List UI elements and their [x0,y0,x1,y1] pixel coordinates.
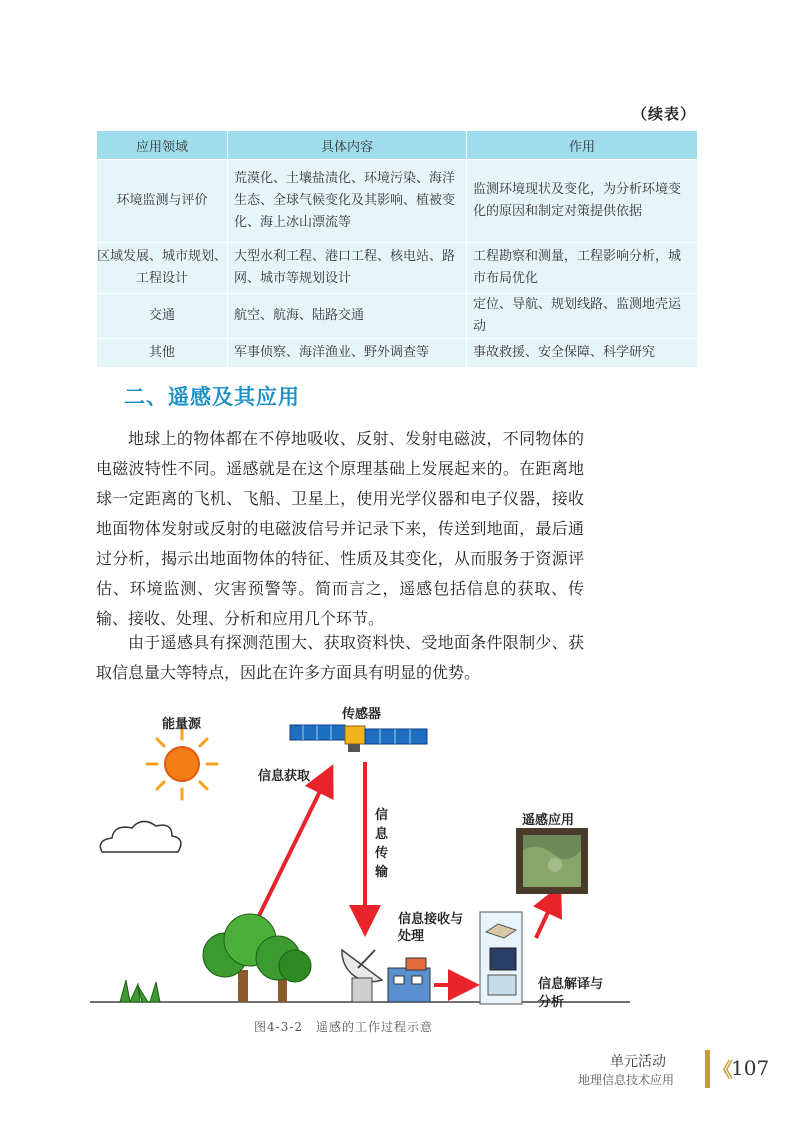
table-row [97,339,698,368]
table-cell: 航空、航海、陆路交通 [228,294,467,339]
satellite-dish-icon [342,950,382,1002]
computer-icon [480,912,522,1004]
energy-source-label: 能量源 [162,717,202,732]
table-header: 应用领域 [97,131,228,160]
sun-icon [147,729,217,799]
to-application-arrow [536,895,556,938]
paragraph: 由于遥感具有探测范围大、获取资料快、受地面条件限制少、获取信息量大等特点，因此在许多方面具有明显的优势。 [96,633,584,682]
table-header-row [97,131,698,160]
cloud-icon [100,821,181,852]
receive-label: 信息接收与处理 [398,912,464,944]
table-cell: 荒漠化、土壤盐渍化、环境污染、海洋生态、全球气候变化及其影响、植被变化、海上冰山漂流等 [228,160,467,243]
table-cell: 环境监测与评价 [97,160,228,243]
page-marker-arrows: 《 [713,1058,733,1082]
tree-icon [203,914,311,1002]
table-cell: 军事侦察、海洋渔业、野外调查等 [228,339,467,368]
sensor-label: 传感器 [342,707,382,722]
application-table [96,130,698,368]
table-row [97,243,698,294]
section-title: 二、遥感及其应用 [124,385,300,409]
application-label: 遥感应用 [522,813,575,828]
figure-caption: 图4-3-2 遥感的工作过程示意 [254,1020,434,1034]
table-cell: 其他 [97,339,228,368]
grass-icon [120,980,160,1002]
table-row [97,294,698,339]
satellite-icon [290,725,427,752]
table-cell: 大型水利工程、港口工程、核电站、路网、城市等规划设计 [228,243,467,294]
page-marker-bar [705,1050,710,1088]
table-row [97,160,698,243]
table-cell: 定位、导航、规划线路、监测地壳运动 [467,294,698,339]
page-number: 107 [731,1056,770,1080]
table-cell: 区域发展、城市规划、工程设计 [97,243,228,294]
footer-title: 单元活动 [610,1054,666,1070]
table-cell: 事故救援、安全保障、科学研究 [467,339,698,368]
transmission-label: 信息传输 [375,808,389,880]
continued-label: （续表） [632,105,697,123]
interpret-label: 信息解译与分析 [538,977,604,1010]
acquisition-arrow [252,775,328,930]
station-building-icon [388,958,430,1002]
table-cell: 工程勘察和测量，工程影响分析，城市布局优化 [467,243,698,294]
acquisition-label: 信息获取 [258,769,311,784]
remote-sensing-image [516,828,588,894]
remote-sensing-diagram [90,700,630,1010]
footer-subtitle: 地理信息技术应用 [578,1073,675,1087]
table-cell: 监测环境现状及变化，为分析环境变化的原因和制定对策提供依据 [467,160,698,243]
paragraph: 地球上的物体都在不停地吸收、反射、发射电磁波，不同物体的电磁波特性不同。遥感就是在这个原理基础上发展起来的。在距离地球一定距离的飞机、飞船、卫星上，使用光学仪器和电子仪器，接收地面物体发射或反射的电磁波信号并记录下来，传送到地面，最后通过分析，揭示出地面物体的特征、性质及其变化，从而服务于资源评估、环境监测、灾害预警等。简而言之，遥感包括信息的获取、传输、接收、处理、分析和应用几个环节。 [96,429,584,628]
table-header: 作用 [467,131,698,160]
table-cell: 交通 [97,294,228,339]
table-header: 具体内容 [228,131,467,160]
